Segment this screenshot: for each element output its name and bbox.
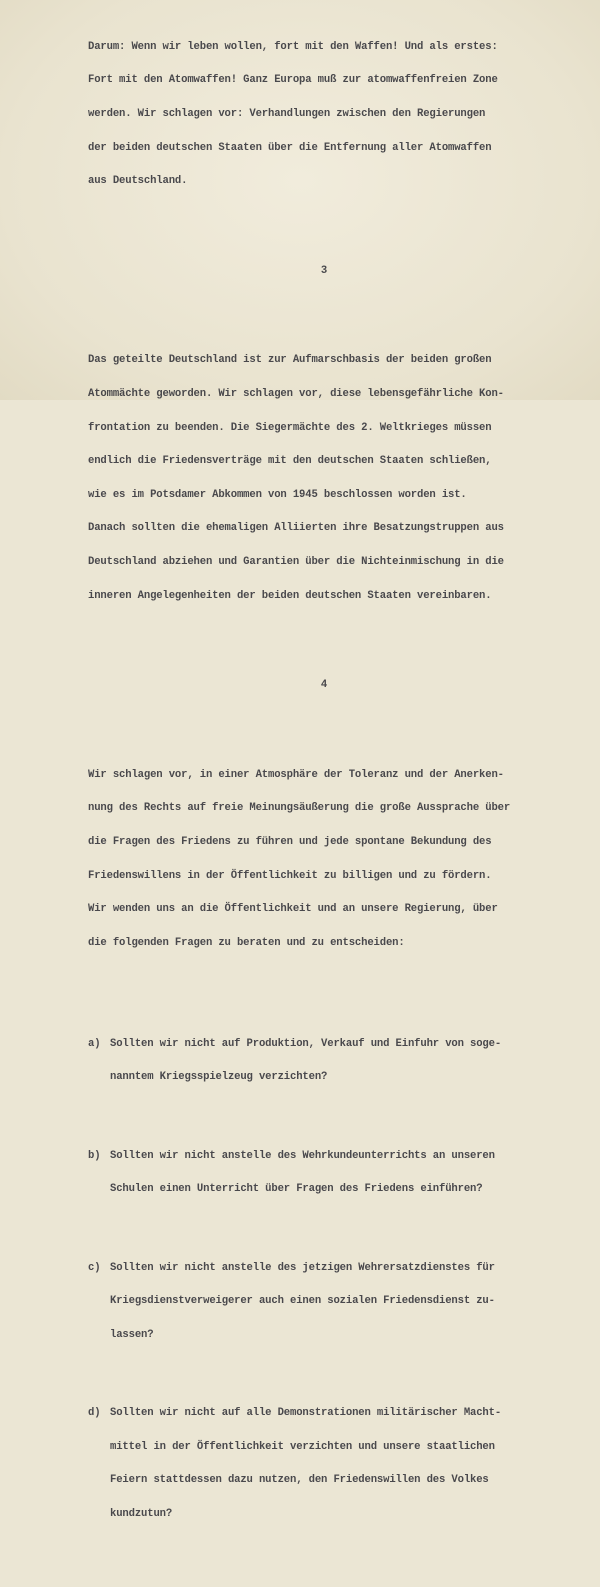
item-text: Sollten wir nicht anstelle des Wehrkundeunterrichts an unseren (110, 1149, 495, 1162)
text-line: Friedenswillens in der Öffentlichkeit zu billigen und zu fördern. (88, 869, 492, 882)
text-line: der beiden deutschen Staaten über die Entfernung aller Atomwaffen (88, 141, 492, 154)
text-line: frontation zu beenden. Die Siegermächte des 2. Weltkrieges müssen (88, 421, 492, 434)
item-label: d) (88, 1407, 101, 1420)
list-item (88, 1386, 600, 1543)
list-item (88, 1016, 600, 1106)
text-line: Das geteilte Deutschland ist zur Aufmarschbasis der beiden großen (88, 354, 492, 367)
text-line: inneren Angelegenheiten der beiden deutschen Staaten vereinbaren. (88, 589, 492, 602)
paragraph-2-tail (88, 19, 600, 209)
text-line: Atommächte geworden. Wir schlagen vor, diese lebensgefährliche Kon- (88, 387, 504, 400)
item-text: kundzutun? (110, 1507, 173, 1520)
text-line: werden. Wir schlagen vor: Verhandlungen zwischen den Regierungen (88, 108, 486, 120)
item-text: Sollten wir nicht auf Produktion, Verkauf und Einfuhr von soge- (110, 1037, 502, 1050)
item-text: Kriegsdienstverweigerer auch einen sozialen Friedensdienst zu- (110, 1295, 495, 1308)
document-text (88, 0, 600, 1587)
item-text: Schulen einen Unterricht über Fragen des Friedens einführen? (110, 1183, 483, 1196)
text-line: Darum: Wenn wir leben wollen, fort mit den Waffen! Und als erstes: (88, 40, 498, 53)
text-line: Danach sollten die ehemaligen Alliierten ihre Besatzungstruppen aus (88, 522, 504, 535)
list-item (88, 1240, 600, 1363)
text-line: die folgenden Fragen zu beraten und zu entscheiden: (88, 936, 405, 949)
item-label: b) (88, 1149, 101, 1162)
item-label: a) (88, 1037, 101, 1050)
text-line: aus Deutschland. (88, 175, 188, 188)
item-text: Feiern stattdessen dazu nutzen, den Friedenswillen des Volkes (110, 1474, 489, 1487)
text-line: nung des Rechts auf freie Meinungsäußerung die große Aussprache über (88, 802, 511, 815)
text-line: Fort mit den Atomwaffen! Ganz Europa muß zur atomwaffenfreien Zone (88, 74, 498, 87)
section-3-paragraph (88, 333, 600, 624)
item-text: mittel in der Öffentlichkeit verzichten und unsere staatlichen (110, 1440, 495, 1453)
question-list (88, 994, 600, 1565)
section-4-number: 4 (320, 679, 328, 692)
item-text: Sollten wir nicht auf alle Demonstrationen militärischer Macht- (110, 1407, 502, 1420)
text-line: Wir wenden uns an die Öffentlichkeit und an unsere Regierung, über (88, 903, 498, 916)
section-4-paragraph (88, 747, 600, 971)
section-3-number: 3 (320, 264, 328, 277)
item-text: lassen? (110, 1328, 154, 1341)
item-label: c) (88, 1261, 101, 1274)
text-line: Deutschland abziehen und Garantien über die Nichteinmischung in die (88, 555, 504, 568)
item-text: Sollten wir nicht anstelle des jetzigen Wehrersatzdienstes für (110, 1261, 495, 1274)
text-line: die Fragen des Friedens zu führen und jede spontane Bekundung des (88, 835, 492, 848)
list-item (88, 1128, 600, 1218)
item-text: nanntem Kriegsspielzeug verzichten? (110, 1071, 328, 1084)
text-line: wie es im Potsdamer Abkommen von 1945 beschlossen worden ist. (88, 488, 467, 501)
text-line: endlich die Friedensverträge mit den deutschen Staaten schließen, (88, 455, 492, 468)
text-line: Wir schlagen vor, in einer Atmosphäre der Toleranz und der Anerken- (88, 768, 504, 781)
